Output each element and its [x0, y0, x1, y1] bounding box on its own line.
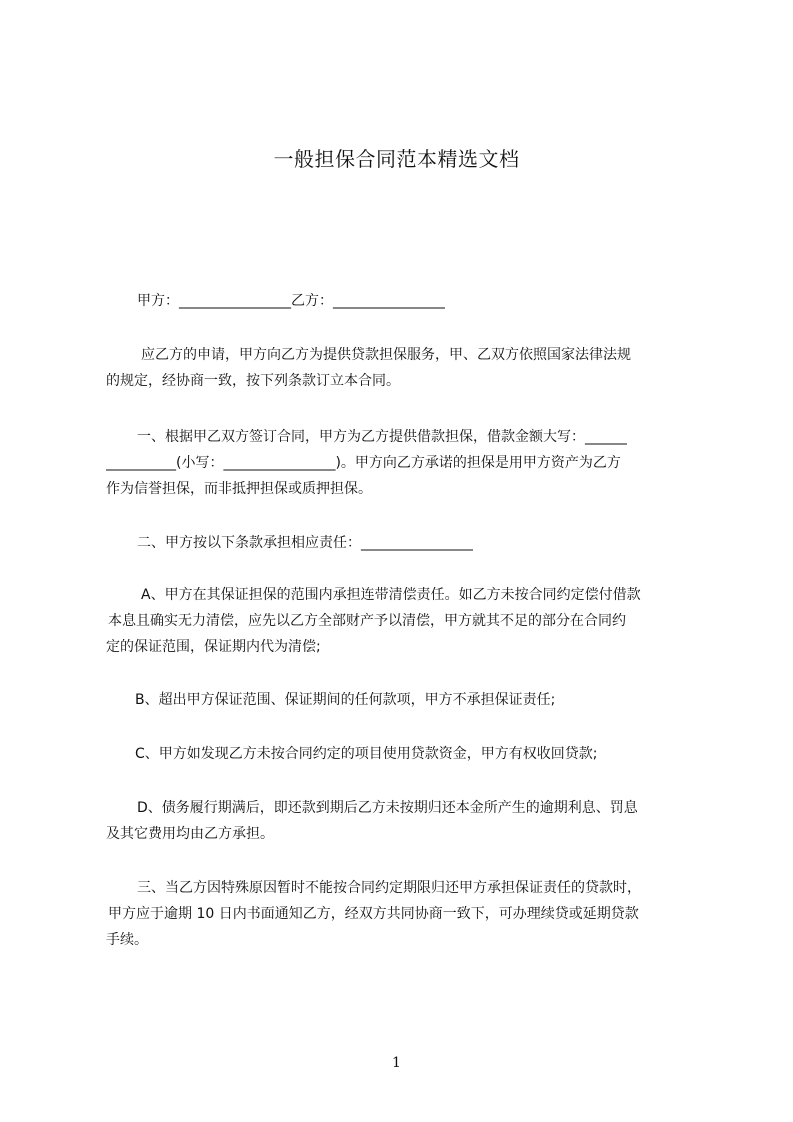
- clause-3-line-1: 三、当乙方因特殊原因暂时不能按合同约定期限归还甲方承担保证责任的贷款时，: [137, 880, 641, 896]
- parties-line: 甲方：________________乙方：________________: [137, 293, 445, 309]
- clause-2a-line-1: A、甲方在其保证担保的范围内承担连带清偿责任。如乙方未按合同约定偿付借款: [141, 587, 641, 603]
- clause-2b-line: B、超出甲方保证范围、保证期间的任何款项，甲方不承担保证责任;: [135, 692, 556, 708]
- clause-2-heading: 二、甲方按以下条款承担相应责任：________________: [137, 535, 473, 551]
- clause-2a-line-3: 定的保证范围，保证期内代为清偿;: [106, 639, 321, 655]
- clause-3-line-3: 手续。: [106, 932, 148, 948]
- clause-2d-line-1: D、债务履行期满后，即还款到期后乙方未按期归还本金所产生的逾期利息、罚息: [137, 800, 638, 816]
- clause-2d-line-2: 及其它费用均由乙方承担。: [106, 826, 274, 842]
- document-title: 一般担保合同范本精选文档: [273, 147, 520, 171]
- clause-3-line-2: 甲方应于逾期 10 日内书面通知乙方，经双方共同协商一致下，可办理续贷或延期贷款: [108, 906, 639, 922]
- clause-2a-line-2: 本息且确实无力清偿，应先以乙方全部财产予以清偿，甲方就其不足的部分在合同约: [108, 613, 626, 629]
- intro-line-2: 的规定，经协商一致，按下列条款订立本合同。: [106, 373, 400, 389]
- page-number: 1: [392, 1055, 401, 1071]
- clause-1-line-1: 一、根据甲乙双方签订合同，甲方为乙方提供借款担保，借款金额大写：______: [137, 429, 627, 445]
- clause-1-line-2: __________(小写：________________)。甲方向乙方承诺的担保是用甲方资产为乙方: [106, 455, 621, 471]
- intro-line-1: 应乙方的申请，甲方向乙方为提供贷款担保服务，甲、乙双方依照国家法律法规: [141, 347, 631, 363]
- clause-2c-line: C、甲方如发现乙方未按合同约定的项目使用贷款资金，甲方有权收回贷款;: [135, 746, 598, 762]
- clause-1-line-3: 作为信誉担保，而非抵押担保或质押担保。: [106, 481, 372, 497]
